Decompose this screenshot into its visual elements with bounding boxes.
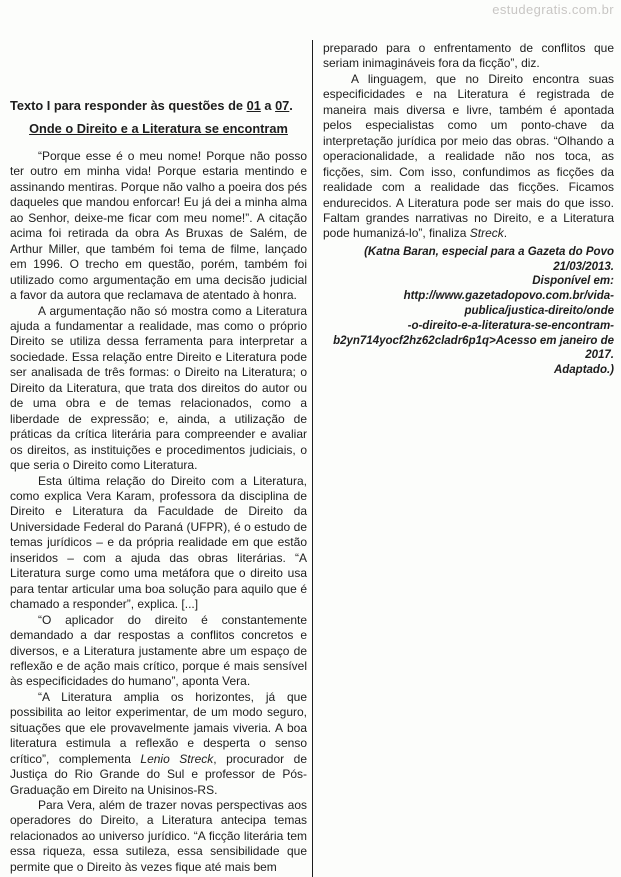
paragraph-5-text-b: , procurador de Justiça do Rio Grande do Sul e professor de Pós-Graduação em Direito na Unisinos-RS. (10, 751, 307, 797)
paragraph-3: Esta última relação do Direito com a Literatura, como explica Vera Karam, professora da disciplina de Direito e Literatura da Faculdade de Direito da Universidade Federal do Paraná (UFPR), é o estudo de temas jurídicos – e da própria realidade em que estão inseridos – com a ajuda das obras literárias. “A Literatura surge como uma metáfora que o direito usa para tentar articular uma boa solução para aquilo que é chamado a responder”, explica. [...] (10, 473, 307, 612)
instruction-period: . (289, 98, 293, 113)
citation-line-5: b2yn714yocf2hz62cladr6p1q>Acesso em janeiro de 2017. (333, 334, 614, 362)
source-citation (323, 245, 614, 378)
paragraph-8 (323, 72, 614, 242)
instruction-line (10, 98, 307, 114)
paragraph-5 (10, 690, 307, 798)
instruction-connector: a (260, 98, 276, 113)
paragraph-7: preparado para o enfrentamento de conflitos que seriam inimagináveis fora da ficção”, diz. (323, 41, 614, 71)
right-column (323, 41, 614, 378)
citation-line-4: -o-direito-e-a-literatura-se-encontram- (407, 319, 614, 332)
text-body-left (10, 149, 307, 875)
question-range-end: 07 (275, 98, 290, 113)
citation-line-6: Adaptado.) (553, 364, 614, 377)
paragraph-2: A argumentação não só mostra como a Literatura ajuda a fundamentar a realidade, mas como o próprio Direito se utiliza dessa ferramenta para interpretar a sociedade. Essa relação entre Direito e Literatura pode ser analisada de três formas: o Direito na Literatura; o Direito da Literatura, que trata dos direitos do autor ou de uma obra e de temas relacionados, como a liberdade de expressão; e, ainda, a utilização de práticas da crítica literária para compreender e avaliar os direitos, as instituições e procedimentos judiciais, o que seria o Direito como Literatura. (10, 303, 307, 473)
question-range-start: 01 (246, 98, 261, 113)
paragraph-8-text-a: A linguagem, que no Direito encontra suas especificidades e na Literatura é registrada de maneira mais diversa e livre, também é apontada pelos especialistas como um ponto-chave da interpretação jurídica por meio das obras. “Olhando a operacionalidade, a realidade não nos toca, as ficções, sim. Com isso, confundimos as ficções da realidade com a realidade das ficções. Ficamos endurecidos. A Literatura pode ser mais do que isso. Faltam grandes narrativas no Direito, e a Literatura pode humanizá-lo”, finaliza (323, 71, 614, 241)
text-title: Onde o Direito e a Literatura se encontram (29, 121, 288, 136)
paragraph-6: Para Vera, além de trazer novas perspectivas aos operadores do Direito, a Literatura antecipa temas relacionados ao universo jurídico. “A ficção literária tem essa riqueza, essa sutileza, essa sensibilidade que permite que o Direito às vezes fique até mais bem (10, 798, 307, 874)
left-column (10, 0, 307, 875)
person-name-streck: Streck (469, 226, 504, 241)
citation-line-2: Disponível em: http://www.gazetadopovo.com.br/vida- (403, 275, 614, 303)
column-divider (312, 40, 313, 877)
paragraph-4: “O aplicador do direito é constantemente demandado a dar respostas a conflitos concretos e diversos, e a Literatura justamente abre um espaço de reflexão e de ação mais crítico, porque é mais sensível às especificidades do humano”, aponta Vera. (10, 612, 307, 689)
citation-line-3: publica/justica-direito/onde (464, 305, 614, 318)
person-name-lenio-streck: Lenio Streck (140, 751, 214, 766)
paragraph-8-text-b: . (503, 226, 508, 241)
paragraph-1: “Porque esse é o meu nome! Porque não posso ter outro em minha vida! Porque estaria mentindo e assinando mentiras. Porque não valho a poeira dos pés daqueles que mandou enforcar! Eu já dei a minha alma ao Senhor, deixe-me ficar com meu nome!”. A citação acima foi retirada da obra As Bruxas de Salém, de Arthur Miller, que também foi tema de filme, lançado em 1996. O trecho em questão, porém, também foi utilizado como argumentação em uma decisão judicial a favor da autora que reclamava de atentado à honra. (10, 149, 307, 303)
text-body-right (323, 41, 614, 242)
paragraph-5-text-a: “A Literatura amplia os horizontes, já que possibilita ao leitor experimentar, de um modo seguro, situações que ele provavelmente jamais viveria. A boa literatura estimula a reflexão e desperta o senso crítico”, complementa (10, 689, 307, 766)
watermark: estudegratis.com.br (492, 2, 614, 17)
instruction-text: Texto I para responder às questões de (10, 98, 247, 113)
citation-line-1: (Katna Baran, especial para a Gazeta do Povo 21/03/2013. (364, 245, 614, 273)
